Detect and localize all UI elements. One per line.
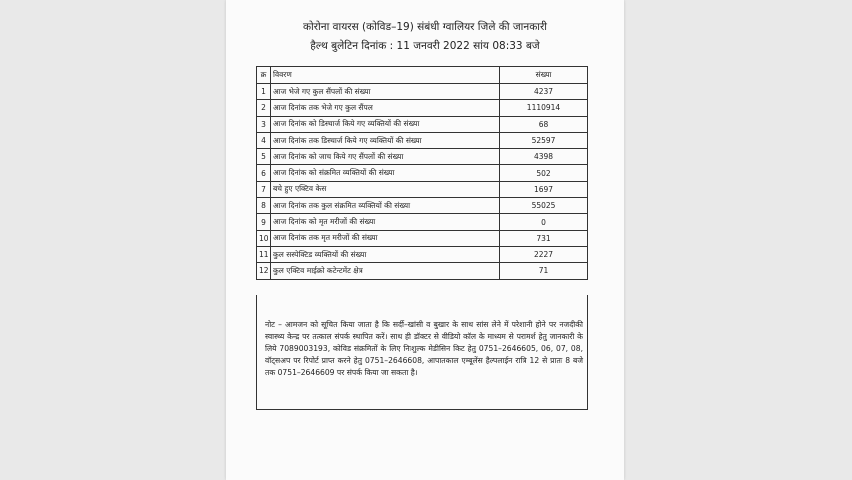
row-desc: बचे हुए एक्टिव केस (271, 181, 500, 197)
row-desc: आज दिनांक को जाच किये गए सैंपलों की संख्या (271, 149, 500, 165)
header-desc: विवरण (271, 67, 500, 84)
table-row (257, 263, 588, 279)
table-row (257, 84, 588, 100)
row-num: 8 (257, 198, 271, 214)
note-box (256, 295, 588, 410)
row-desc: आज दिनांक तक मृत मरीजों की संख्या (271, 230, 500, 246)
row-num: 12 (257, 263, 271, 279)
header-value: संख्या (500, 67, 588, 84)
row-num: 1 (257, 84, 271, 100)
bulletin-date: हैल्थ बुलेटिन दिनांक : 11 जनवरी 2022 सांय 08:33 बजे (310, 40, 540, 52)
stats-table (256, 66, 588, 280)
note-text: नोट – आमजन को सूचित किया जाता है कि सर्दी–खांसी व बुखार के साथ सांस लेने में परेशानी होने पर नजदीकी स्वास्थ्य केन्द्र पर तत्काल संपर्क स्थापित करें। साथ ही डॉक्टर से वीडियो कॉल के माध्यम से परामर्श हेतु जानकारी के लिये 7089003193, कोविड संक्रमितों के लिए निःशुल्क मेडीसिन किट हेतु 0751–2646605, 06, 07, 08, वॉट्सअप पर रिपोर्ट प्राप्त करने हेतु 0751–2646608, आपातकाल एम्बूलेंस हैल्पलाईन रात्रि 12 से प्रातः 8 बजे तक 0751–2646609 पर संपर्क किया जा सकता है। (265, 320, 583, 377)
bulletin-title: कोरोना वायरस (कोविड–19) संबंधी ग्वालियर जिले की जानकारी (302, 21, 548, 33)
table-row (257, 165, 588, 181)
row-num: 9 (257, 214, 271, 230)
header-num: क्र (257, 67, 271, 84)
table-row (257, 181, 588, 197)
row-value: 55025 (500, 198, 588, 214)
row-desc: आज दिनांक तक कुल संक्रमित व्यक्तियों की संख्या (271, 198, 500, 214)
row-num: 2 (257, 100, 271, 116)
table-row (257, 149, 588, 165)
row-value: 1110914 (500, 100, 588, 116)
row-num: 4 (257, 132, 271, 148)
row-desc: आज भेजे गए कुल सैंपलों की संख्या (271, 84, 500, 100)
table-row (257, 100, 588, 116)
row-num: 3 (257, 116, 271, 132)
row-value: 731 (500, 230, 588, 246)
row-value: 2227 (500, 246, 588, 262)
row-value: 52597 (500, 132, 588, 148)
row-desc: कुल सस्पेक्टिड व्यक्तियों की संख्या (271, 246, 500, 262)
row-num: 7 (257, 181, 271, 197)
row-value: 71 (500, 263, 588, 279)
table-row (257, 198, 588, 214)
table-row (257, 116, 588, 132)
row-value: 68 (500, 116, 588, 132)
table-row (257, 246, 588, 262)
row-num: 10 (257, 230, 271, 246)
row-desc: कुल एक्टिव माईक्रो कटेन्टमेंट क्षेत्र (271, 263, 500, 279)
row-value: 4398 (500, 149, 588, 165)
table-header-row (257, 67, 588, 84)
row-value: 502 (500, 165, 588, 181)
row-desc: आज दिनांक तक डिस्चार्ज किये गए व्यक्तियों की संख्या (271, 132, 500, 148)
row-desc: आज दिनांक तक भेजे गए कुल सैंपल (271, 100, 500, 116)
row-value: 4237 (500, 84, 588, 100)
row-num: 5 (257, 149, 271, 165)
row-desc: आज दिनांक को मृत मरीजों की संख्या (271, 214, 500, 230)
row-desc: आज दिनांक को संक्रमित व्यक्तियों की संख्या (271, 165, 500, 181)
row-desc: आज दिनांक को डिस्चार्ज किये गए व्यक्तियों की संख्या (271, 116, 500, 132)
row-num: 11 (257, 246, 271, 262)
row-value: 0 (500, 214, 588, 230)
table-row (257, 132, 588, 148)
table-row (257, 214, 588, 230)
table-row (257, 230, 588, 246)
row-value: 1697 (500, 181, 588, 197)
row-num: 6 (257, 165, 271, 181)
